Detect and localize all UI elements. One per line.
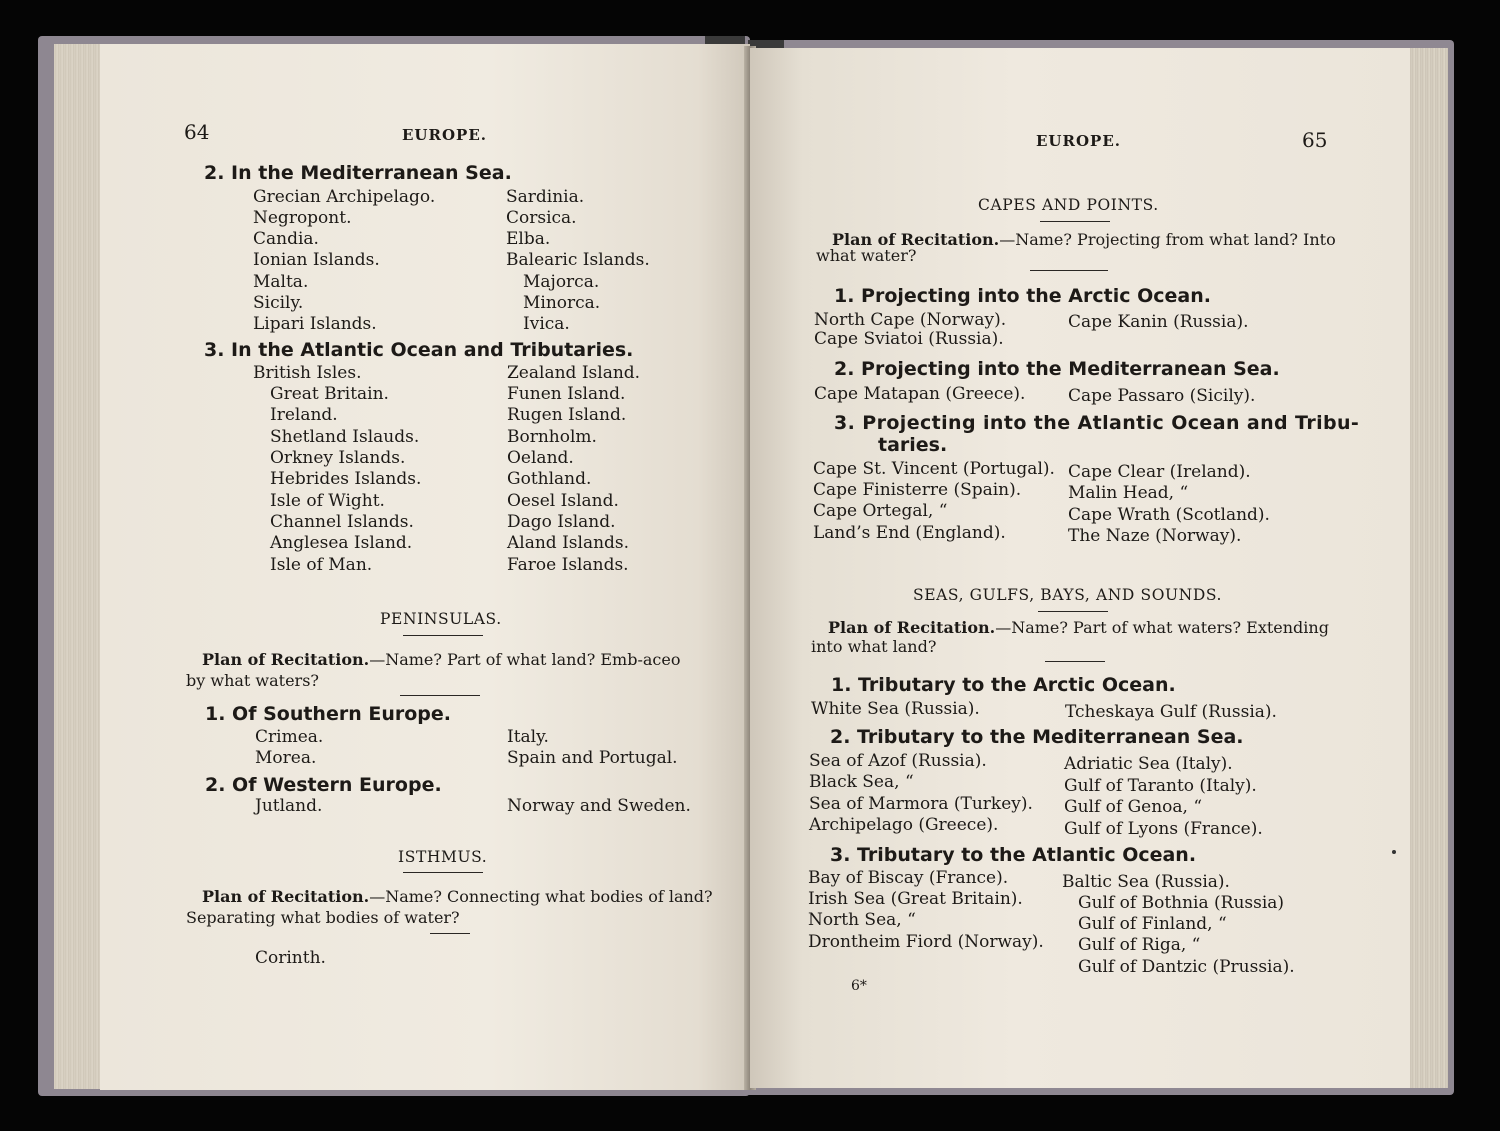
list-item: Irish Sea (Great Britain). [808,889,1023,909]
list-item: British Isles. [253,363,362,383]
list-item: Elba. [506,229,551,249]
section-heading-mediterranean-islands: 2. In the Mediterranean Sea. [204,162,512,184]
list-item: Cape Ortegal, “ [813,501,948,521]
list-item: Adriatic Sea (Italy). [1064,754,1233,774]
divider [1030,270,1108,271]
list-item: Cape Passaro (Sicily). [1068,386,1256,406]
plan-text-continued: by what waters? [186,671,319,690]
list-item: Dago Island. [507,512,616,532]
plan-of-recitation [202,887,713,907]
list-item: Lipari Islands. [253,314,377,334]
section-heading-western-europe: 2. Of Western Europe. [205,774,442,796]
list-item: Gulf of Bothnia (Russia) [1078,893,1285,913]
list-item: Cape Sviatoi (Russia). [814,329,1004,349]
list-item: Gulf of Taranto (Italy). [1064,776,1257,796]
capes-heading: CAPES AND POINTS. [978,196,1159,214]
plan-label: Plan of Recitation. [202,887,370,906]
list-item: Crimea. [255,727,324,747]
list-item: Funen Island. [507,384,626,404]
list-item: Gulf of Riga, “ [1078,935,1201,955]
divider [403,872,483,873]
list-item: Gulf of Dantzic (Prussia). [1078,957,1295,977]
plan-text: —Name? Connecting what bodies of land? [369,887,713,906]
list-item: Bay of Biscay (France). [808,868,1009,888]
list-item: Archipelago (Greece). [809,815,999,835]
list-item: Shetland Islauds. [270,427,420,447]
list-item: Cape Matapan (Greece). [814,384,1026,404]
list-item: Faroe Islands. [507,555,629,575]
printer-signature: 6* [851,978,867,994]
divider [430,933,470,934]
page-64 [100,44,750,1090]
list-item: Aland Islands. [507,533,630,553]
seas-heading: SEAS, GULFS, BAYS, AND SOUNDS. [913,586,1223,604]
list-item: Gothland. [507,469,592,489]
list-item: Jutland. [255,796,323,816]
plan-text-continued: Separating what bodies of water? [186,908,460,927]
list-item: Orkney Islands. [270,448,406,468]
list-item: Zealand Island. [507,363,641,383]
list-item: Isle of Man. [270,555,373,575]
list-item: Ireland. [270,405,338,425]
list-item: Great Britain. [270,384,389,404]
divider [1045,661,1105,662]
running-head: EUROPE. [1036,132,1121,150]
plan-text: —Name? Part of what land? Emb-aceo [369,650,681,669]
plan-text: —Name? Part of what waters? Extending [995,618,1329,637]
list-item: Drontheim Fiord (Norway). [808,932,1044,952]
list-item: Hebrides Islands. [270,469,422,489]
list-item: Cape Kanin (Russia). [1068,312,1249,332]
plan-label: Plan of Recitation. [832,230,1000,249]
list-item: Cape St. Vincent (Portugal). [813,459,1055,479]
list-item: Gulf of Finland, “ [1078,914,1227,934]
section-heading-atlantic-capes: 3. Projecting into the Atlantic Ocean and Tribu- [834,412,1360,434]
plan-of-recitation [828,618,1329,638]
list-item: Cape Finisterre (Spain). [813,480,1022,500]
list-item: Malta. [253,272,309,292]
list-item: Majorca. [523,272,600,292]
list-item: Black Sea, “ [809,772,914,792]
list-item: Bornholm. [507,427,597,447]
divider [403,635,483,636]
section-heading-atlantic-tributaries: 3. Tributary to the Atlantic Ocean. [830,844,1197,866]
section-heading-atlantic-islands: 3. In the Atlantic Ocean and Tributaries. [204,339,634,361]
list-item: Ionian Islands. [253,250,380,270]
list-item: Sicily. [253,293,304,313]
list-item: Rugen Island. [507,405,627,425]
list-item: Land’s End (England). [813,523,1006,543]
plan-label: Plan of Recitation. [828,618,996,637]
list-item: Sea of Marmora (Turkey). [809,794,1033,814]
list-item: Sea of Azof (Russia). [809,751,987,771]
list-item: Norway and Sweden. [507,796,691,816]
section-heading-continued: taries. [878,434,948,456]
list-item: Malin Head, “ [1068,483,1189,503]
list-item: Ivica. [523,314,570,334]
section-heading-arctic-capes: 1. Projecting into the Arctic Ocean. [834,285,1211,307]
list-item: The Naze (Norway). [1068,526,1242,546]
list-item: Cape Clear (Ireland). [1068,462,1251,482]
list-item: Corsica. [506,208,577,228]
list-item: Spain and Portugal. [507,748,678,768]
section-heading-mediterranean-capes: 2. Projecting into the Mediterranean Sea. [834,358,1280,380]
list-item: Morea. [255,748,317,768]
running-head: EUROPE. [402,126,487,144]
isthmus-heading: ISTHMUS. [398,848,488,866]
list-item: White Sea (Russia). [811,699,980,719]
plan-text-continued: what water? [816,246,917,265]
list-item: Italy. [507,727,549,747]
list-item: Baltic Sea (Russia). [1062,872,1230,892]
list-item: Sardinia. [506,187,585,207]
list-item: North Sea, “ [808,910,916,930]
list-item: Channel Islands. [270,512,414,532]
list-item: Oeland. [507,448,574,468]
plan-of-recitation [202,650,680,670]
section-heading-mediterranean-tributaries: 2. Tributary to the Mediterranean Sea. [830,726,1244,748]
divider [1040,221,1110,222]
list-item: North Cape (Norway). [814,310,1007,330]
list-item: Cape Wrath (Scotland). [1068,505,1270,525]
plan-label: Plan of Recitation. [202,650,370,669]
list-item: Candia. [253,229,319,249]
list-item: Minorca. [523,293,601,313]
page-65 [750,48,1410,1088]
list-item: Gulf of Genoa, “ [1064,797,1203,817]
page-number: 64 [184,120,210,144]
list-item: Oesel Island. [507,491,619,511]
page-number: 65 [1302,128,1328,152]
list-item: Balearic Islands. [506,250,650,270]
list-item: Grecian Archipelago. [253,187,436,207]
list-item: Negropont. [253,208,352,228]
list-item: Isle of Wight. [270,491,385,511]
list-item: Gulf of Lyons (France). [1064,819,1263,839]
ink-speck [1392,850,1396,854]
list-item: Anglesea Island. [270,533,413,553]
peninsulas-heading: PENINSULAS. [380,610,502,628]
section-heading-arctic-tributaries: 1. Tributary to the Arctic Ocean. [831,674,1176,696]
divider [400,695,480,696]
plan-text: —Name? Projecting from what land? Into [999,230,1336,249]
plan-text-continued: into what land? [811,637,937,656]
divider [1038,611,1108,612]
list-item: Tcheskaya Gulf (Russia). [1065,702,1277,722]
section-heading-southern-europe: 1. Of Southern Europe. [205,703,451,725]
list-item: Corinth. [255,948,326,968]
